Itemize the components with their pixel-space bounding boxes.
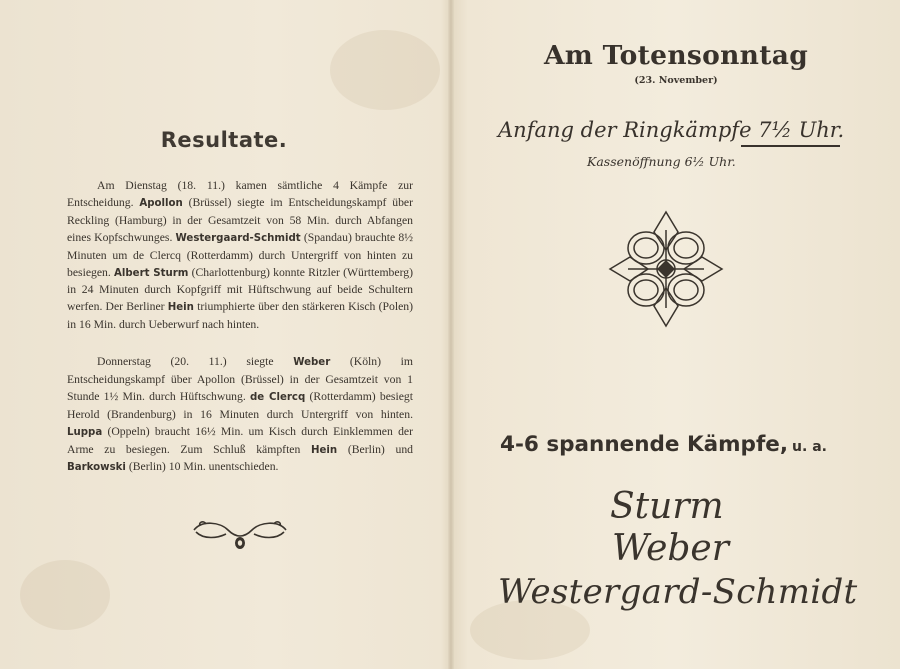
- wrestler-name: Albert Sturm: [114, 267, 189, 279]
- wrestler-name: Weber: [293, 357, 331, 368]
- right-page: [452, 0, 900, 669]
- wrestler-name: Apollon: [139, 197, 183, 209]
- knot-ornament-icon: [608, 210, 724, 328]
- featured-wrestler-sturm: Sturm: [610, 486, 724, 527]
- event-heading: Am Totensonntag: [543, 40, 809, 71]
- start-time: Anfang der Ringkämpfe 7½ Uhr.: [498, 118, 845, 142]
- results-title: Resultate.: [160, 128, 288, 152]
- wrestler-name: Hein: [167, 302, 194, 314]
- results-paragraph-tuesday: Am Dienstag (18. 11.) kamen sämtliche 4 Kämpfe zur Entscheidung. Apollon (Brüssel) siegte im Entscheidungskampf über Reckling (Hamburg) in der Gesamtzeit von 58 Min. durch Abfangen eines Kopfschwunges. Westergaard-Schmidt (Spandau) brauchte 8½ Minuten um de Clercq (Rotterdamm) durch Untergriff von hinten zu besiegen. Albert Sturm (Charlottenburg) konnte Ritzler (Württemberg) in 24 Minuten durch Kopfgriff mit Hüftschwung auf beide Schultern werfen. Der Berliner Hein triumphierte über den stärkeren Kisch (Polen) in 16 Min. durch Ueberwurf nach hinten.: [67, 179, 414, 332]
- underline-rule: [741, 145, 840, 147]
- wrestler-name: de Clercq: [250, 391, 306, 403]
- wrestler-name: Westergaard-Schmidt: [175, 232, 301, 244]
- box-office-time: Kassenöffnung 6½ Uhr.: [587, 154, 736, 169]
- fights-announcement: 4-6 spannende Kämpfe, u. a.: [500, 432, 827, 457]
- wrestler-name: Hein: [311, 444, 338, 456]
- wrestler-name: Barkowski: [67, 462, 126, 474]
- scroll-ornament-icon: [190, 516, 290, 552]
- event-date: (23. November): [634, 75, 718, 86]
- wrestler-name: Luppa: [67, 426, 103, 438]
- featured-wrestler-westergard-schmidt: Westergard-Schmidt: [498, 572, 858, 612]
- featured-wrestler-weber: Weber: [612, 528, 729, 569]
- results-paragraph-thursday: Donnerstag (20. 11.) siegte Weber (Köln) im Entscheidungskampf über Apollon (Brüssel) in der Gesamtzeit von 1 Stunde 1½ Min. durch Hüftschwung. de Clercq (Rotterdamm) besiegt Herold (Brandenburg) in 16 Minuten durch Untergriff von hinten. Luppa (Oppeln) braucht 16½ Min. um Kisch durch Einklemmen der Arme zu besiegen. Zum Schluß kämpften Hein (Berlin) und Barkowski (Berlin) 10 Min. unentschieden.: [67, 355, 414, 474]
- left-page: [0, 0, 448, 669]
